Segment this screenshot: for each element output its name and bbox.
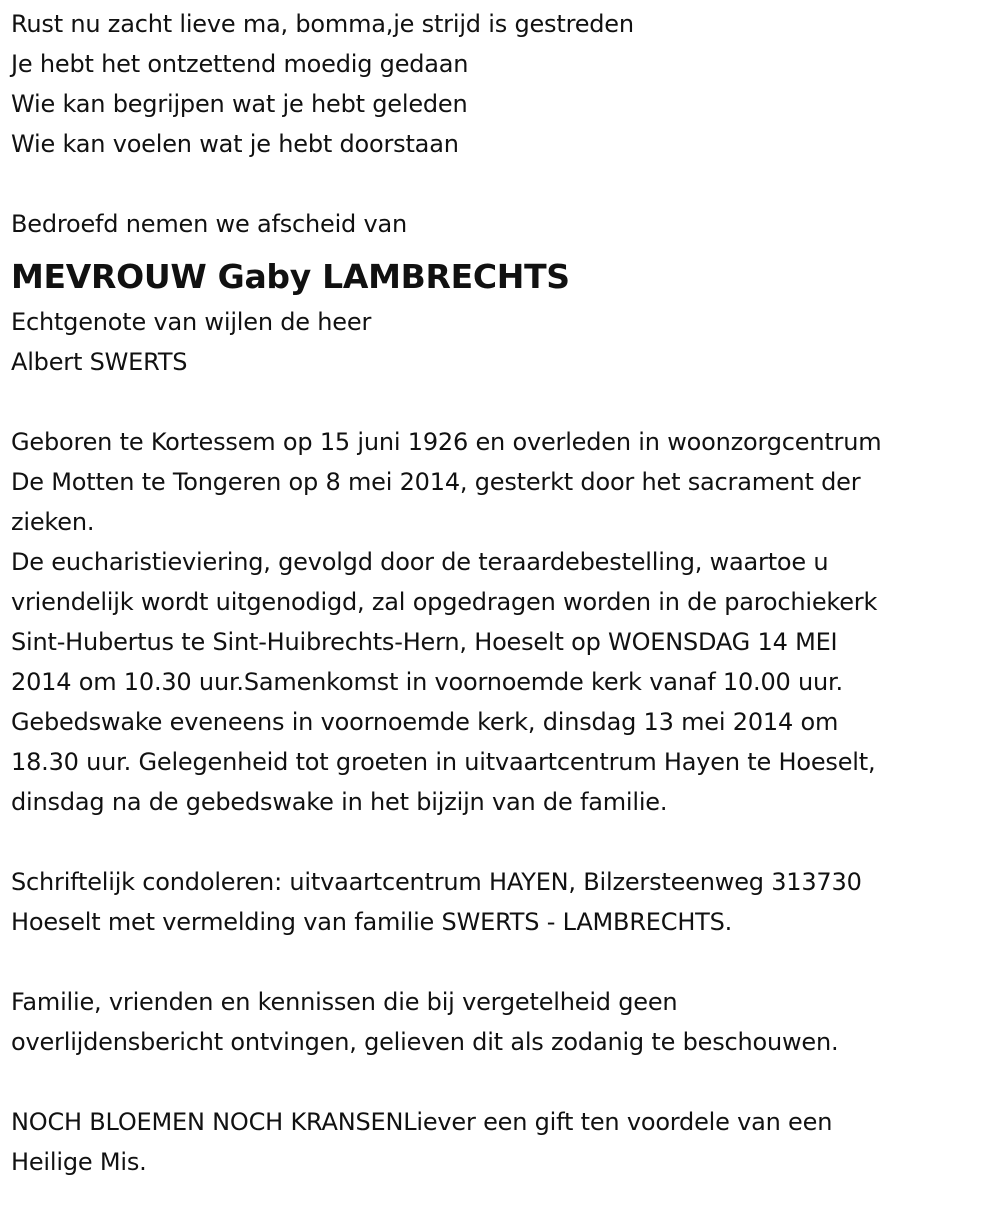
spouse-line: Echtgenote van wijlen de heer xyxy=(11,308,372,336)
spacer xyxy=(11,822,991,862)
flowers-paragraph xyxy=(11,1102,991,1182)
spouse-line: Albert SWERTS xyxy=(11,348,188,376)
intro-text: Bedroefd nemen we afscheid van xyxy=(11,210,408,238)
spacer xyxy=(11,942,991,982)
details-line: zieken. xyxy=(11,508,95,536)
condolences-paragraph xyxy=(11,862,991,942)
poem-line: Je hebt het ontzettend moedig gedaan xyxy=(11,50,469,78)
details-paragraph xyxy=(11,422,991,822)
spouse-info xyxy=(11,302,991,382)
condolences-line: Hoeselt met vermelding van familie SWERTS - LAMBRECHTS. xyxy=(11,908,733,936)
poem xyxy=(11,4,991,164)
flowers-line: NOCH BLOEMEN NOCH KRANSENLiever een gift ten voordele van een xyxy=(11,1108,833,1136)
poem-line: Wie kan voelen wat je hebt doorstaan xyxy=(11,130,459,158)
details-line: 18.30 uur. Gelegenheid tot groeten in uitvaartcentrum Hayen te Hoeselt, xyxy=(11,748,876,776)
details-line: Geboren te Kortessem op 15 juni 1926 en overleden in woonzorgcentrum xyxy=(11,428,882,456)
condolences-line: Schriftelijk condoleren: uitvaartcentrum HAYEN, Bilzersteenweg 313730 xyxy=(11,868,862,896)
details-line: dinsdag na de gebedswake in het bijzijn van de familie. xyxy=(11,788,668,816)
spacer xyxy=(11,244,991,248)
notice-line: Familie, vrienden en kennissen die bij vergetelheid geen xyxy=(11,988,678,1016)
notice-paragraph xyxy=(11,982,991,1062)
details-line: vriendelijk wordt uitgenodigd, zal opgedragen worden in de parochiekerk xyxy=(11,588,878,616)
notice-line: overlijdensbericht ontvingen, gelieven dit als zodanig te beschouwen. xyxy=(11,1028,839,1056)
details-line: De eucharistieviering, gevolgd door de teraardebestelling, waartoe u xyxy=(11,548,829,576)
details-line: 2014 om 10.30 uur.Samenkomst in voornoemde kerk vanaf 10.00 uur. xyxy=(11,668,843,696)
spacer xyxy=(11,382,991,422)
spacer xyxy=(11,164,991,204)
deceased-name: MEVROUW Gaby LAMBRECHTS xyxy=(11,257,570,296)
poem-line: Rust nu zacht lieve ma, bomma,je strijd is gestreden xyxy=(11,10,634,38)
spacer xyxy=(11,1062,991,1102)
flowers-line: Heilige Mis. xyxy=(11,1148,147,1176)
details-line: Sint-Hubertus te Sint-Huibrechts-Hern, Hoeselt op WOENSDAG 14 MEI xyxy=(11,628,838,656)
details-line: De Motten te Tongeren op 8 mei 2014, gesterkt door het sacrament der xyxy=(11,468,861,496)
details-line: Gebedswake eveneens in voornoemde kerk, dinsdag 13 mei 2014 om xyxy=(11,708,839,736)
poem-line: Wie kan begrijpen wat je hebt geleden xyxy=(11,90,468,118)
obituary-document xyxy=(11,4,991,1182)
